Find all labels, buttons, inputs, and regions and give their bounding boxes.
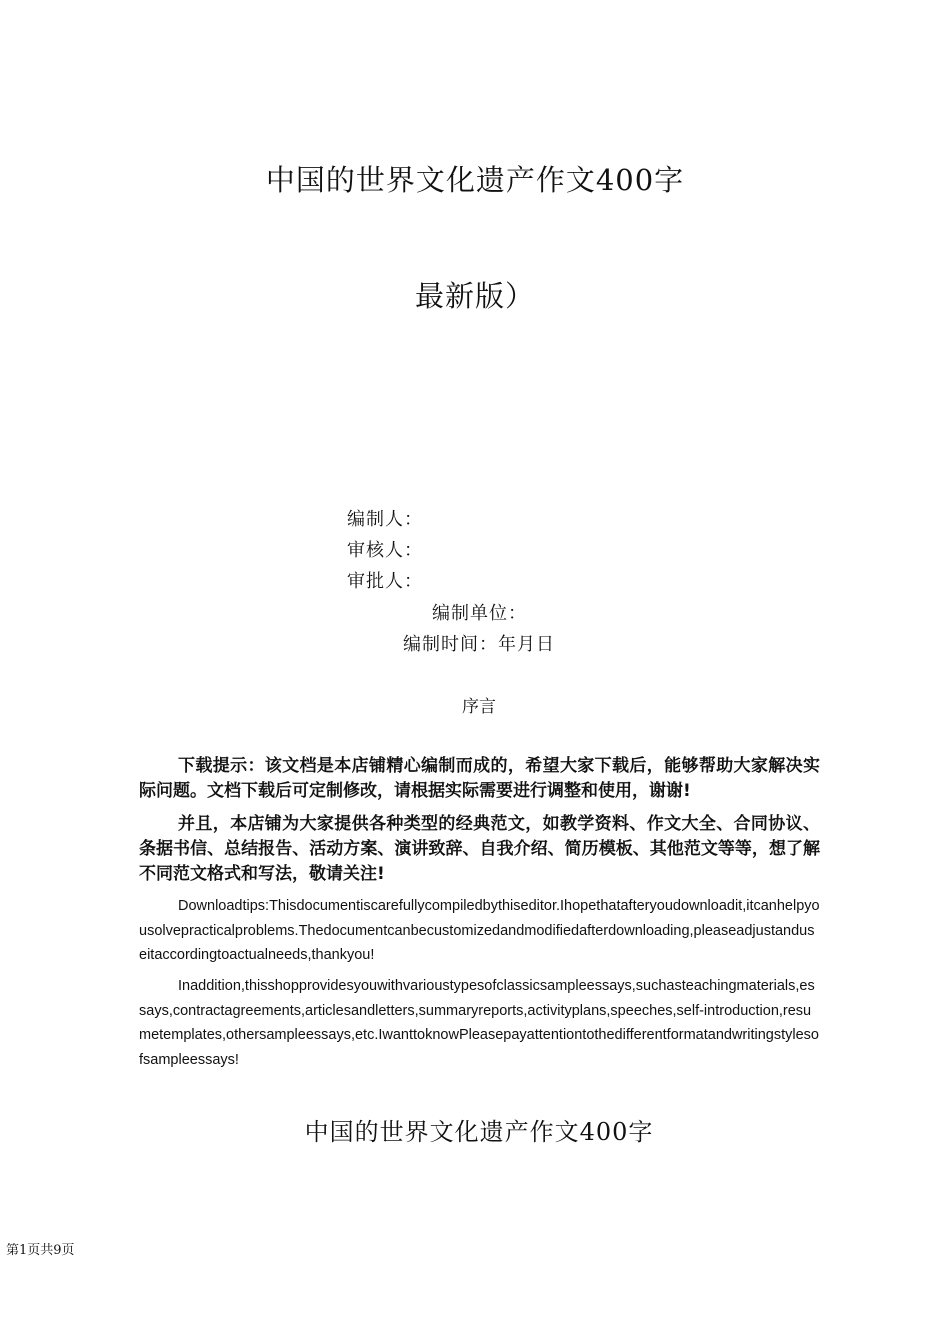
preface-paragraph-shop-info-en: Inaddition,thisshopprovidesyouwithvarioustypesofclassicsampleessays,suchasteachingmaterials,essays,contractagreements,articlesandletters,summaryreports,activityplans,speeches,self-introduction,resumetemplates,othersampleessays,etc.IwanttoknowPleasepayattentiontothedifferentformatandwritingstylesofsampleessays! [139, 978, 819, 1068]
meta-reviewer: 审核人： [347, 540, 423, 561]
page-number: 第1页共9页 [6, 1243, 75, 1258]
preface-paragraph-download-tip-cn: 下载提示：该文档是本店铺精心编制而成的，希望大家下载后，能够帮助大家解决实际问题。文档下载后可定制修改，请根据实际需要进行调整和使用，谢谢! [139, 756, 820, 801]
document-title: 中国的世界文化遗产作文400字 [265, 163, 685, 197]
preface-paragraph-download-tip-en: Downloadtips:Thisdocumentiscarefullycompiledbythiseditor.Ihopethatafteryoudownloadit,itcanhelpyousolvepracticalproblems.Thedocumentcanbecustomizedandmodifiedafterdownloading,pleaseadjustanduseitaccordingtoactualneeds,thankyou! [139, 898, 820, 963]
body-title: 中国的世界文化遗产作文400字 [304, 1118, 654, 1146]
meta-approver: 审批人： [347, 571, 423, 592]
meta-unit: 编制单位： [432, 603, 527, 624]
meta-time: 编制时间：年月日 [403, 634, 555, 655]
document-subtitle: 最新版） [414, 279, 535, 313]
meta-compiler: 编制人： [347, 509, 423, 530]
preface-paragraph-shop-info-cn: 并且，本店铺为大家提供各种类型的经典范文，如教学资料、作文大全、合同协议、条据书信、总结报告、活动方案、演讲致辞、自我介绍、简历模板、其他范文等等，想了解不同范文格式和写法，敬请关注! [139, 814, 820, 884]
preface-heading: 序言 [462, 697, 496, 717]
